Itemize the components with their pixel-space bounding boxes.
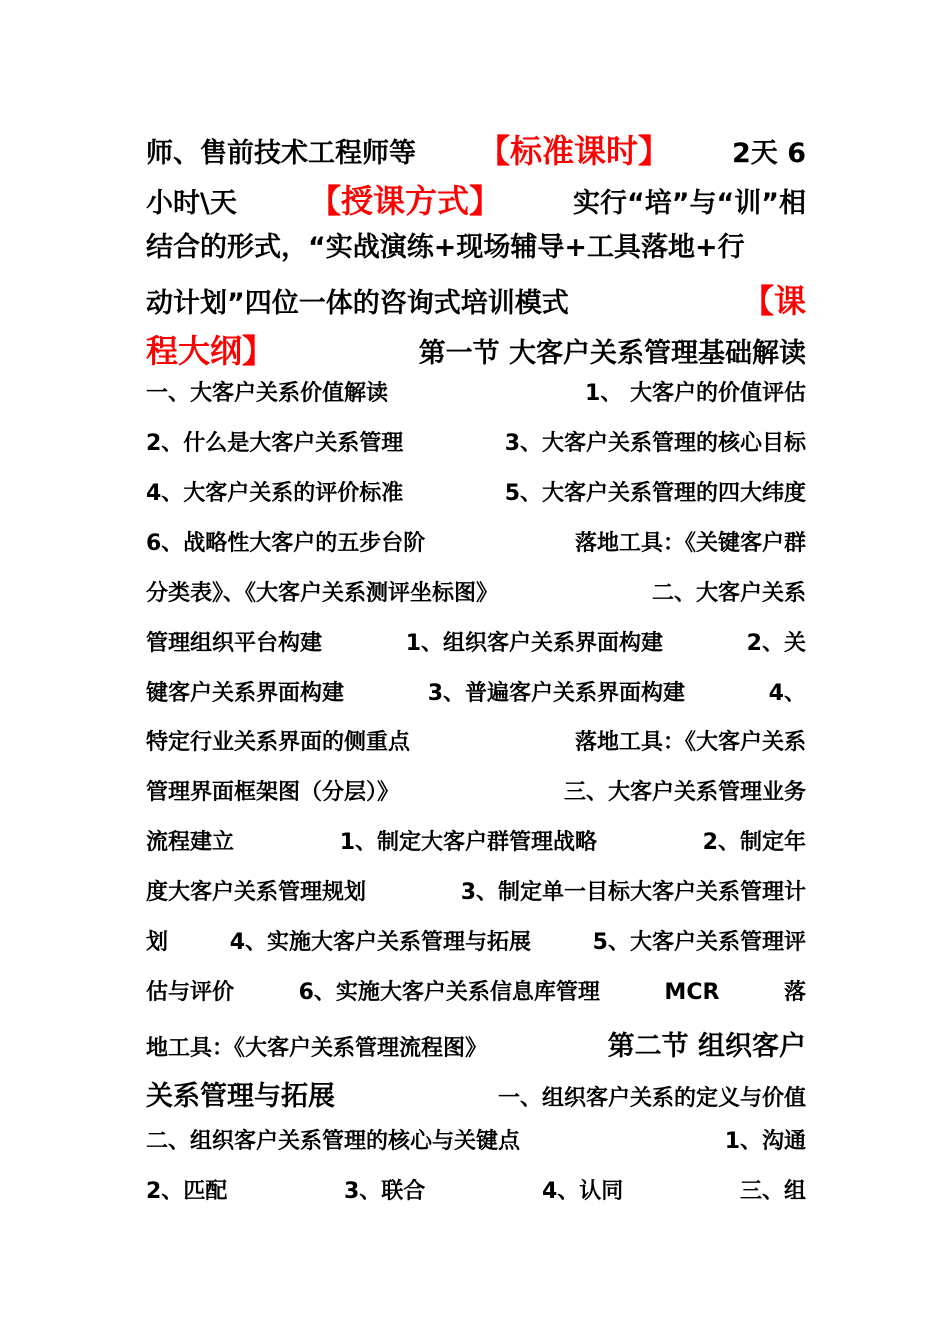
- text-line-21: [146, 1124, 806, 1170]
- text-segment: 4、: [768, 681, 806, 706]
- text-segment: 一、大客户关系价值解读: [146, 381, 389, 406]
- text-segment: 6、战略性大客户的五步台阶: [146, 531, 426, 556]
- text-segment: MCR: [664, 980, 720, 1005]
- text-line-9: [146, 526, 806, 572]
- text-segment: 2、什么是大客户关系管理: [146, 431, 404, 456]
- text-line-1: [146, 126, 806, 172]
- text-segment: 度大客户关系管理规划: [146, 880, 367, 905]
- chapter-title: 第二节 组织客户: [607, 1031, 806, 1062]
- text-line-19: [146, 1024, 806, 1070]
- text-line-13: [146, 725, 806, 771]
- text-line-14: [146, 775, 806, 821]
- text-segment: 2天 6: [732, 138, 806, 169]
- text-segment: 5、大客户关系管理的四大纬度: [504, 481, 806, 506]
- text-line-8: [146, 476, 806, 522]
- text-segment: 1、组织客户关系界面构建: [405, 631, 663, 656]
- text-line-10: [146, 576, 806, 622]
- text-line-6: [146, 376, 806, 422]
- text-segment: 5、大客户关系管理评: [592, 930, 806, 955]
- text-segment: 分类表》、《大客户关系测评坐标图》: [146, 581, 499, 606]
- text-segment: 落: [783, 980, 806, 1005]
- section-heading-outline-start: 【课: [741, 282, 806, 320]
- text-segment: 3、制定单一目标大客户关系管理计: [460, 880, 806, 905]
- text-segment: 6、实施大客户关系信息库管理: [298, 980, 600, 1005]
- text-line-5: [146, 326, 806, 372]
- text-line-12: [146, 676, 806, 722]
- text-line-22: [146, 1174, 806, 1220]
- text-segment: 特定行业关系界面的侧重点: [146, 730, 411, 755]
- text-segment: 4、大客户关系的评价标准: [146, 481, 404, 506]
- text-segment: 3、大客户关系管理的核心目标: [504, 431, 806, 456]
- text-segment: 4、实施大客户关系管理与拓展: [229, 930, 531, 955]
- text-line-16: [146, 875, 806, 921]
- text-segment: 2、制定年: [702, 830, 806, 855]
- text-segment: 4、认同: [541, 1179, 624, 1204]
- text-segment: 地工具：《大客户关系管理流程图》: [146, 1036, 488, 1061]
- text-line-2: [146, 176, 806, 222]
- text-line-7: [146, 426, 806, 472]
- text-segment: 落地工具：《关键客户群: [574, 531, 806, 556]
- text-segment: 三、大客户关系管理业务: [563, 780, 806, 805]
- text-segment: 师、售前技术工程师等: [146, 138, 416, 169]
- section-heading-teaching-method: 【授课方式】: [308, 182, 501, 220]
- text-segment: 管理组织平台构建: [146, 631, 323, 656]
- text-segment: 流程建立: [146, 830, 235, 855]
- text-segment: 2、关: [746, 631, 806, 656]
- text-segment: 关系管理与拓展: [146, 1081, 335, 1112]
- text-line-4: [146, 276, 806, 322]
- text-segment: 键客户关系界面构建: [146, 681, 345, 706]
- text-line-15: [146, 825, 806, 871]
- text-segment: 3、联合: [343, 1179, 426, 1204]
- text-segment: 2、匹配: [146, 1179, 228, 1204]
- section-heading-outline-end: 程大纲】: [146, 332, 275, 370]
- text-line-20: [146, 1074, 806, 1120]
- text-segment: 一、组织客户关系的定义与价值: [497, 1086, 806, 1111]
- section-heading-standard-hours: 【标准课时】: [478, 132, 671, 170]
- text-segment: 实行“培”与“训”相: [573, 188, 806, 219]
- text-segment: 结合的形式，“实战演练+现场辅导+工具落地+行: [146, 232, 745, 263]
- text-line-3: [146, 225, 806, 271]
- text-segment: 1、沟通: [724, 1129, 806, 1154]
- text-segment: 落地工具：《大客户关系: [574, 730, 806, 755]
- text-line-17: [146, 925, 806, 971]
- text-segment: 估与评价: [146, 980, 235, 1005]
- text-line-18: [146, 975, 806, 1021]
- text-segment: 二、大客户关系: [651, 581, 806, 606]
- text-segment: 管理界面框架图（分层）》: [146, 780, 400, 805]
- chapter-title: 第一节 大客户关系管理基础解读: [418, 338, 806, 369]
- text-segment: 1、 大客户的价值评估: [585, 381, 806, 406]
- text-segment: 三、组: [739, 1179, 806, 1204]
- text-line-11: [146, 626, 806, 672]
- text-segment: 动计划”四位一体的咨询式培训模式: [146, 288, 569, 319]
- text-segment: 二、组织客户关系管理的核心与关键点: [146, 1129, 521, 1154]
- text-segment: 1、制定大客户群管理战略: [339, 830, 597, 855]
- text-segment: 3、普遍客户关系界面构建: [427, 681, 685, 706]
- text-segment: 划: [146, 930, 169, 955]
- text-segment: 小时\天: [146, 188, 237, 219]
